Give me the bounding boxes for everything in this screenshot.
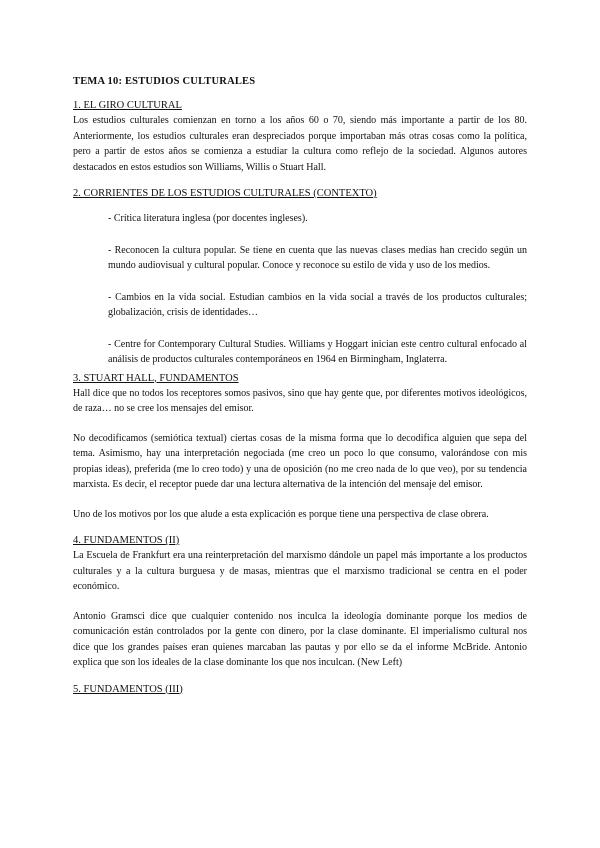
paragraph: Hall dice que no todos los receptores somos pasivos, sino que hay gente que, por diferentes motivos ideológicos, de raza… no se cree los mensajes del emisor. <box>73 387 527 414</box>
paragraph: Antonio Gramsci dice que cualquier contenido nos inculca la ideología dominante porque los medios de comunicación están controlados por la gente con dinero, por la clase dominante. El imperialismo cultural nos dice que los grandes países eran quienes marcaban las pautas y por ello se da el informe McBride. Antonio explica que son los ideales de la clase dominante los que nos inculcan. (New Left) <box>73 610 527 668</box>
document-title: TEMA 10: ESTUDIOS CULTURALES <box>73 76 256 87</box>
section-5 <box>73 683 527 697</box>
bullet-list <box>73 211 527 368</box>
document-body <box>73 76 527 697</box>
section-3 <box>73 372 527 523</box>
section-heading: 1. EL GIRO CULTURAL <box>73 100 182 111</box>
section-2 <box>73 187 527 368</box>
list-item: - Centre for Contemporary Cultural Studies. Williams y Hoggart inician este centro cultural enfocado al análisis de productos culturales contemporáneos en 1964 en Birmingham, Inglaterra. <box>108 338 527 365</box>
section-heading: 4. FUNDAMENTOS (II) <box>73 535 180 546</box>
paragraph: No decodificamos (semiótica textual) ciertas cosas de la misma forma que lo decodifica alguien que sepa del tema. Asimismo, hay una interpretación negociada (me creo un poco lo que consumo, valorándose con mis propias ideas), preferida (me lo creo todo) y una de oposición (no me creo nada de lo que veo), por su tendencia marxista. Es decir, el receptor puede dar una lectura alternativa de la intención del mensaje del emisor. <box>73 432 527 490</box>
section-heading: 3. STUART HALL, FUNDAMENTOS <box>73 372 239 384</box>
paragraph: Uno de los motivos por los que alude a esta explicación es porque tiene una perspectiva de clase obrera. <box>73 508 489 520</box>
paragraph: Los estudios culturales comienzan en torno a los años 60 o 70, siendo más importante a partir de los 80. Anteriormente, los estudios culturales eran despreciados porque importaban más otras cosas como la política, pero a partir de estos años se comienza a estudiar la cultura como reflejo de la sociedad. Algunos autores destacados en estos estudios son Williams, Willis o Stuart Hall. <box>73 115 527 173</box>
section-4 <box>73 534 527 671</box>
section-1 <box>73 99 527 175</box>
section-heading: 5. FUNDAMENTOS (III) <box>73 683 183 695</box>
list-item: - Cambios en la vida social. Estudian cambios en la vida social a través de los productos culturales; globalización, crisis de identidades… <box>108 291 527 318</box>
list-item: - Crítica literatura inglesa (por docentes ingleses). <box>108 213 308 224</box>
paragraph: La Escuela de Frankfurt era una reinterpretación del marxismo dándole un papel más importante a los productos culturales y a la cultura burguesa y de masas, mientras que el marxismo tradicional se centra en el poder económico. <box>73 550 527 592</box>
section-heading: 2. CORRIENTES DE LOS ESTUDIOS CULTURALES (CONTEXTO) <box>73 188 377 199</box>
list-item: - Reconocen la cultura popular. Se tiene en cuenta que las nuevas clases medias han crecido según un mundo audiovisual y cultural popular. Conoce y reconoce su estilo de vida y uso de los medios. <box>108 244 527 271</box>
